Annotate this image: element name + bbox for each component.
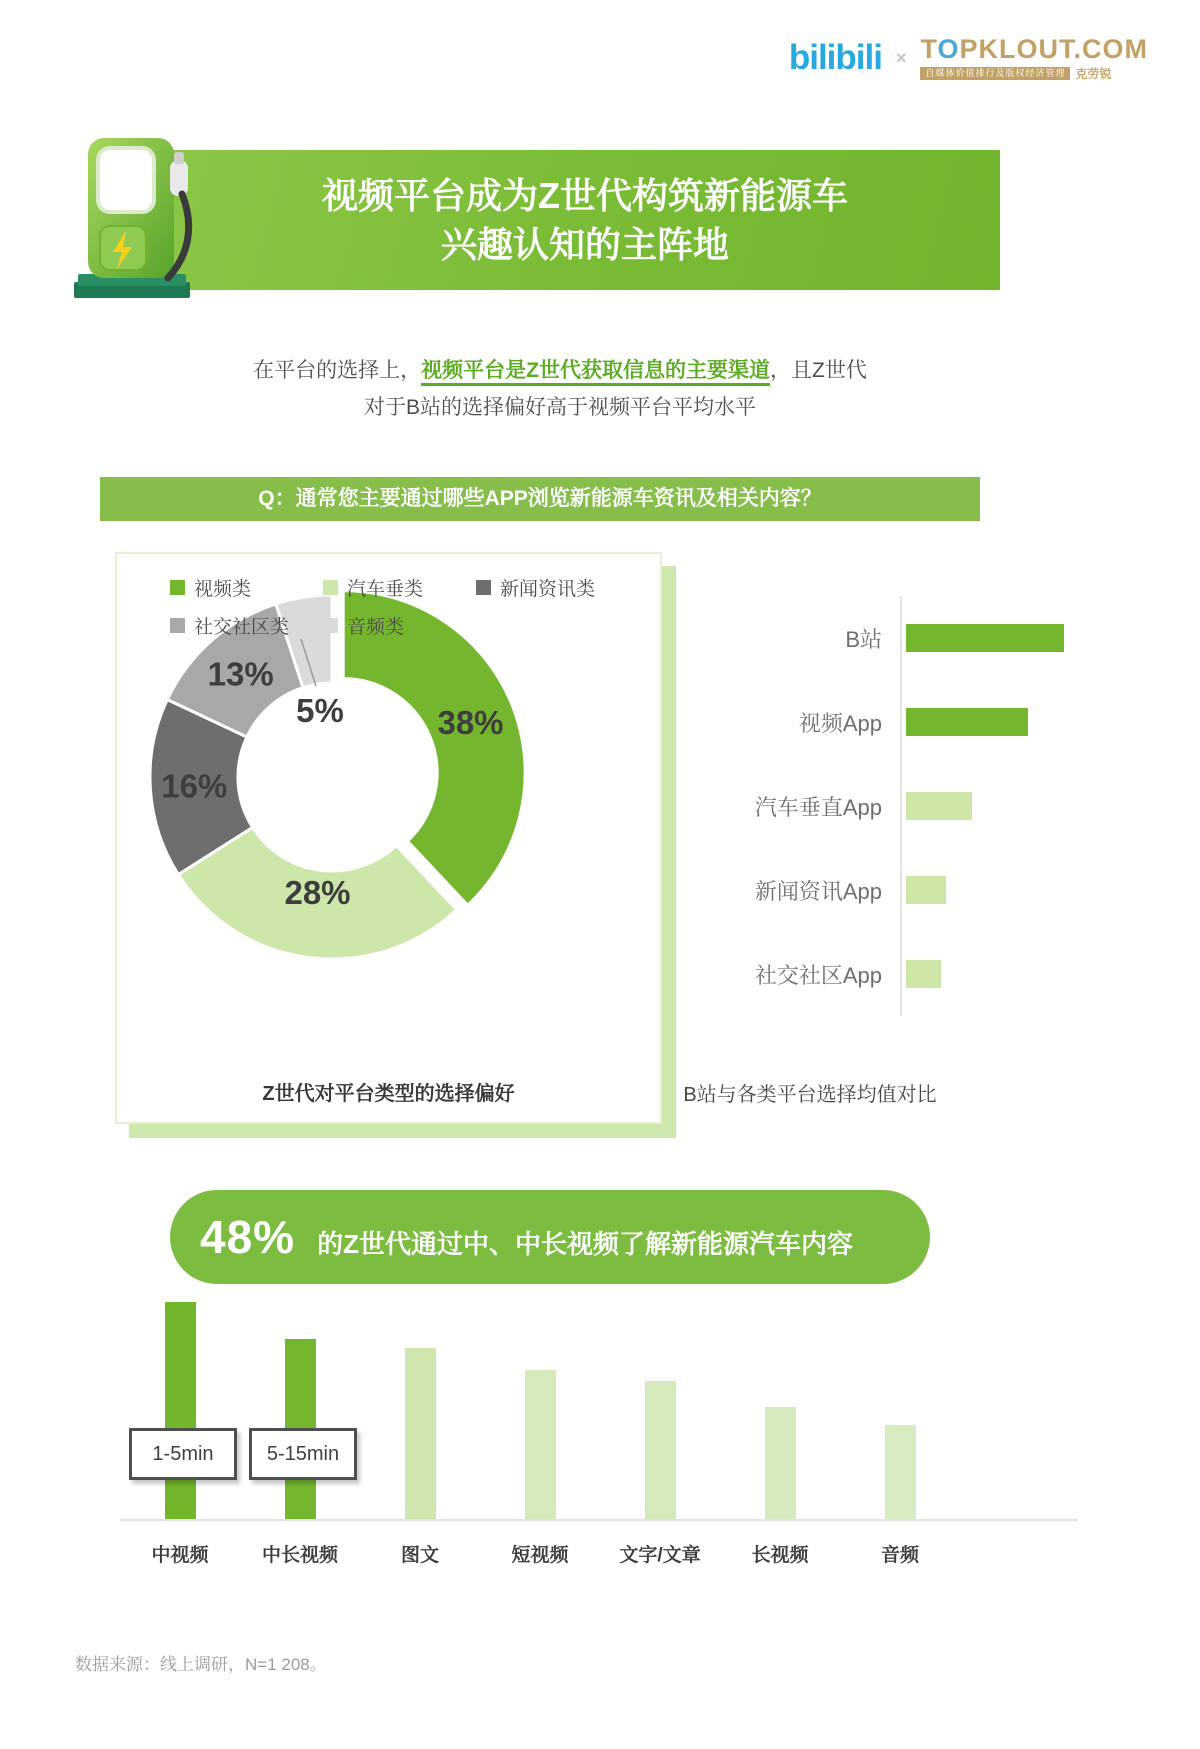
- intro-paragraph: [40, 352, 1080, 426]
- logo-separator: ×: [895, 47, 907, 68]
- donut-value-label: 38%: [437, 704, 504, 742]
- donut-chart-card: [115, 552, 662, 1124]
- question-bar: Q：通常您主要通过哪些APP浏览新能源车资讯及相关内容？: [100, 477, 980, 521]
- hbar-label: 新闻资讯App: [754, 878, 882, 904]
- donut-value-label: 28%: [284, 874, 351, 912]
- vbar-column: [360, 1295, 480, 1521]
- vbar-bar: [885, 1425, 916, 1521]
- data-source-note: 数据来源：线上调研，N=1 208。: [75, 1655, 327, 1674]
- duration-annotation-box: 1-5min: [129, 1428, 237, 1480]
- legend-swatch: [476, 580, 491, 595]
- intro-prefix: 在平台的选择上，: [253, 359, 422, 382]
- intro-suffix: ，且Z世代: [770, 359, 867, 382]
- hbar-chart: [622, 596, 1080, 1016]
- donut-value-label: 16%: [161, 767, 228, 805]
- vbar-category-label: 中视频: [151, 1545, 209, 1566]
- hbar-bar: [906, 792, 972, 820]
- legend-label: 新闻资讯类: [500, 579, 596, 600]
- hbar-bar: [906, 624, 1064, 652]
- hbar-label: 社交社区App: [754, 962, 882, 988]
- topklout-wordmark: TOPKLOUT.COM: [920, 34, 1148, 64]
- hbar-row: [622, 959, 1080, 989]
- donut-legend: [170, 574, 595, 650]
- legend-swatch: [323, 618, 338, 633]
- donut-value-label: 13%: [207, 655, 274, 693]
- page-title: [170, 150, 1000, 269]
- vbar-column: [240, 1295, 360, 1521]
- topklout-cn-name: 克劳锐: [1075, 66, 1112, 81]
- intro-line2: 对于B站的选择偏好高于视频平台平均水平: [363, 396, 756, 419]
- vbar-column: [720, 1295, 840, 1521]
- vbar-category-label: 长视频: [751, 1545, 809, 1566]
- hbar-bar: [906, 876, 946, 904]
- duration-annotation-box: 5-15min: [249, 1428, 357, 1480]
- vbar-bar: [525, 1370, 556, 1521]
- legend-label: 视频类: [194, 579, 252, 600]
- legend-item: [170, 612, 323, 639]
- topklout-tagline: 自媒体价值排行及版权经济管理: [920, 67, 1070, 80]
- stat-value: 48%: [200, 1211, 296, 1263]
- legend-item: [170, 574, 323, 601]
- topklout-subline: [920, 67, 1111, 80]
- legend-label: 汽车垂类: [347, 579, 424, 600]
- donut-value-label: 5%: [296, 692, 344, 729]
- vbar-bar: [405, 1348, 436, 1521]
- page-title-line2: 兴趣认知的主阵地: [440, 224, 729, 265]
- legend-swatch: [170, 580, 185, 595]
- legend-swatch: [323, 580, 338, 595]
- stat-banner: [170, 1190, 930, 1284]
- vbar-category-label: 文字/文章: [619, 1545, 701, 1566]
- vbar-category-label: 中长视频: [261, 1545, 338, 1566]
- hbar-bar: [906, 708, 1028, 736]
- hbar-label: B站: [845, 626, 882, 652]
- page-title-line1: 视频平台成为Z世代构筑新能源车: [322, 175, 848, 216]
- ev-charger-icon: [70, 132, 222, 304]
- legend-item: [476, 574, 595, 601]
- hbar-axis-line: [900, 596, 902, 1016]
- topklout-o-blue: O: [937, 34, 960, 64]
- vbar-category-label: 音频: [880, 1545, 919, 1566]
- legend-label: 音频类: [347, 617, 405, 638]
- hbar-row: [622, 791, 1080, 821]
- legend-item: [323, 612, 404, 639]
- vbar-category-label: 图文: [400, 1545, 439, 1566]
- vbar-category-labels: [120, 1540, 960, 1567]
- hbar-row: [622, 707, 1080, 737]
- topklout-logo: [920, 36, 1148, 80]
- vbar-bar: [765, 1407, 796, 1521]
- vbar-baseline: [120, 1519, 1078, 1521]
- intro-highlight: 视频平台是Z世代获取信息的主要渠道: [421, 359, 770, 386]
- bilibili-logo: bilibili: [788, 38, 882, 77]
- hbar-row: [622, 875, 1080, 905]
- vbar-chart: [120, 1295, 960, 1521]
- vbar-column: [120, 1295, 240, 1521]
- vbar-category-label: 短视频: [511, 1545, 569, 1566]
- legend-row-1: [170, 574, 595, 601]
- donut-caption: Z世代对平台类型的选择偏好: [262, 1083, 515, 1105]
- hbar-label: 汽车垂直App: [754, 794, 882, 820]
- hbar-caption: B站与各类平台选择均值对比: [683, 1084, 937, 1106]
- vbar-column: [600, 1295, 720, 1521]
- stat-text: 的Z世代通过中、中长视频了解新能源汽车内容: [317, 1229, 853, 1259]
- vbar-column: [840, 1295, 960, 1521]
- legend-label: 社交社区类: [194, 617, 290, 638]
- vbar-column: [480, 1295, 600, 1521]
- hbar-row: [622, 623, 1080, 653]
- legend-item: [323, 574, 476, 601]
- hbar-rows: [622, 596, 1080, 1016]
- header-banner: [170, 150, 1000, 290]
- hbar-label: 视频App: [798, 710, 882, 736]
- vbar-bar: [165, 1302, 196, 1521]
- brand-logos: [789, 36, 1148, 80]
- legend-row-2: [170, 612, 595, 639]
- hbar-bar: [906, 960, 941, 988]
- vbar-bar: [645, 1381, 676, 1521]
- legend-swatch: [170, 618, 185, 633]
